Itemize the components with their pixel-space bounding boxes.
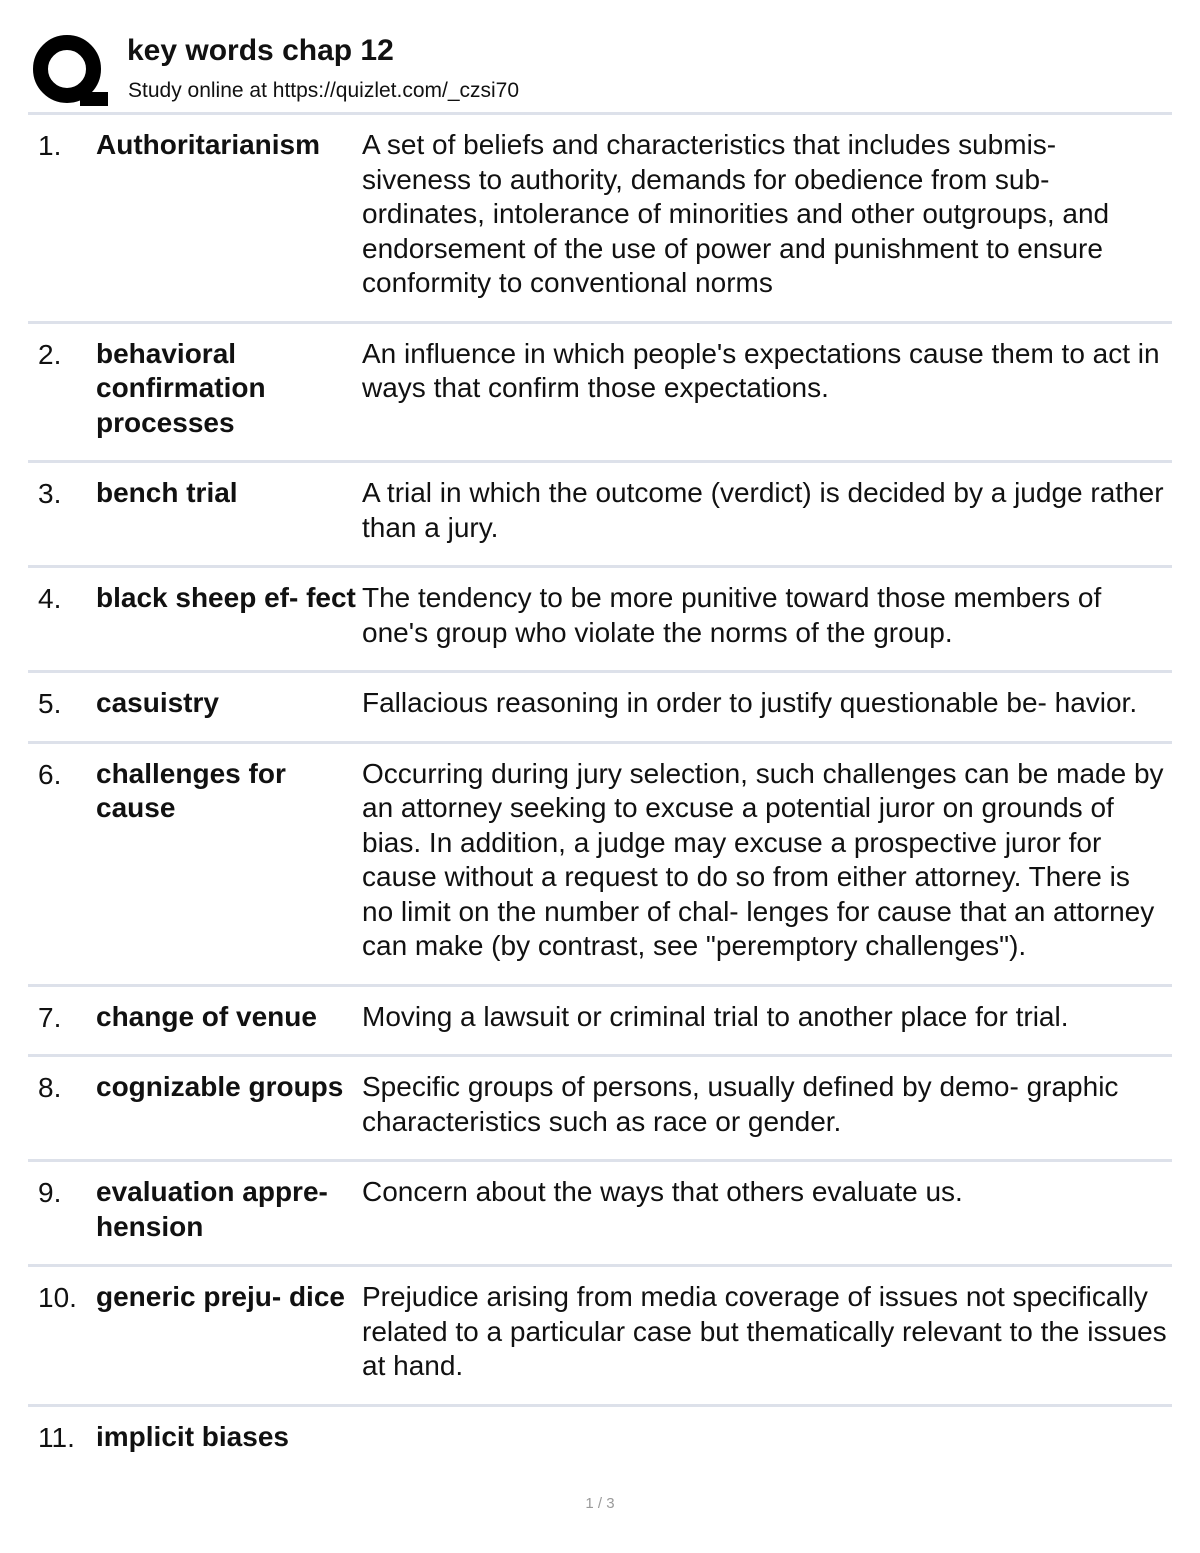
term-number: 10. (38, 1282, 77, 1313)
term-definition: Concern about the ways that others evaluate us. (362, 1176, 963, 1207)
term-number: 4. (38, 583, 62, 614)
page-header (28, 28, 1172, 112)
term-number: 6. (38, 758, 62, 790)
term-list (28, 112, 1172, 1460)
page-indicator: 1 / 3 (585, 1495, 615, 1512)
term-row (28, 741, 1172, 984)
term-name: Authoritarianism (96, 129, 321, 160)
term-number: 7. (38, 1001, 62, 1033)
term-name: generic preju- dice (96, 1281, 345, 1312)
term-name: change of venue (96, 1000, 317, 1032)
term-name: black sheep ef- fect (96, 582, 356, 613)
term-row (28, 1054, 1172, 1159)
term-name: casuistry (96, 687, 219, 718)
term-row (28, 984, 1172, 1055)
term-definition: Prejudice arising from media coverage of issues not specifically related to a particular case but thematically relevant to the issues at hand. (362, 1281, 1167, 1381)
term-name: behavioral confirmation processes (96, 337, 266, 438)
study-link-text: Study online at https://quizlet.com/_czsi70 (128, 79, 520, 102)
term-name: cognizable groups (96, 1071, 344, 1102)
term-row (28, 321, 1172, 461)
term-row (28, 670, 1172, 741)
term-number: 2. (38, 338, 62, 370)
term-number: 1. (38, 130, 62, 161)
term-name: implicit biases (96, 1420, 289, 1452)
page-title: key words chap 12 (127, 34, 394, 67)
term-row (28, 460, 1172, 565)
term-definition: Occurring during jury selection, such challenges can be made by an attorney seeking to excuse a potential juror on grounds of bias. In addition, a judge may excuse a prospective juror for cause without a request to do so from either attorney. There is no limit on the number of chal- lenges for cause that an attorney can make (by contrast, see "peremptory challenges"). (362, 757, 1164, 961)
term-definition: Fallacious reasoning in order to justify questionable be- havior. (362, 687, 1138, 718)
term-definition: A set of beliefs and characteristics that includes submis- siveness to authority, demands for obedience from sub- ordinates, intolerance of minorities and other outgroups, and endorsement of the use of power and punishment to ensure conformity to conventional norms (362, 129, 1110, 298)
term-definition: Moving a lawsuit or criminal trial to another place for trial. (362, 1000, 1069, 1032)
term-number: 8. (38, 1072, 62, 1103)
term-row (28, 1264, 1172, 1404)
term-definition: The tendency to be more punitive toward those members of one's group who violate the norms of the group. (362, 582, 1102, 648)
term-name: evaluation appre- hension (96, 1176, 328, 1242)
term-definition: An influence in which people's expectations cause them to act in ways that confirm those expectations. (362, 337, 1160, 403)
term-definition: A trial in which the outcome (verdict) is decided by a judge rather than a jury. (362, 477, 1164, 543)
term-row (28, 112, 1172, 321)
term-row (28, 1159, 1172, 1264)
term-name: bench trial (96, 477, 238, 508)
term-row (28, 1404, 1172, 1461)
term-name: challenges for cause (96, 757, 286, 823)
quizlet-q-logo-icon (30, 32, 110, 108)
term-number: 5. (38, 688, 62, 719)
term-number: 9. (38, 1177, 62, 1208)
term-definition: Specific groups of persons, usually defined by demo- graphic characteristics such as race or gender. (362, 1071, 1119, 1137)
term-number: 11. (38, 1421, 75, 1453)
term-row (28, 565, 1172, 670)
term-number: 3. (38, 478, 62, 509)
